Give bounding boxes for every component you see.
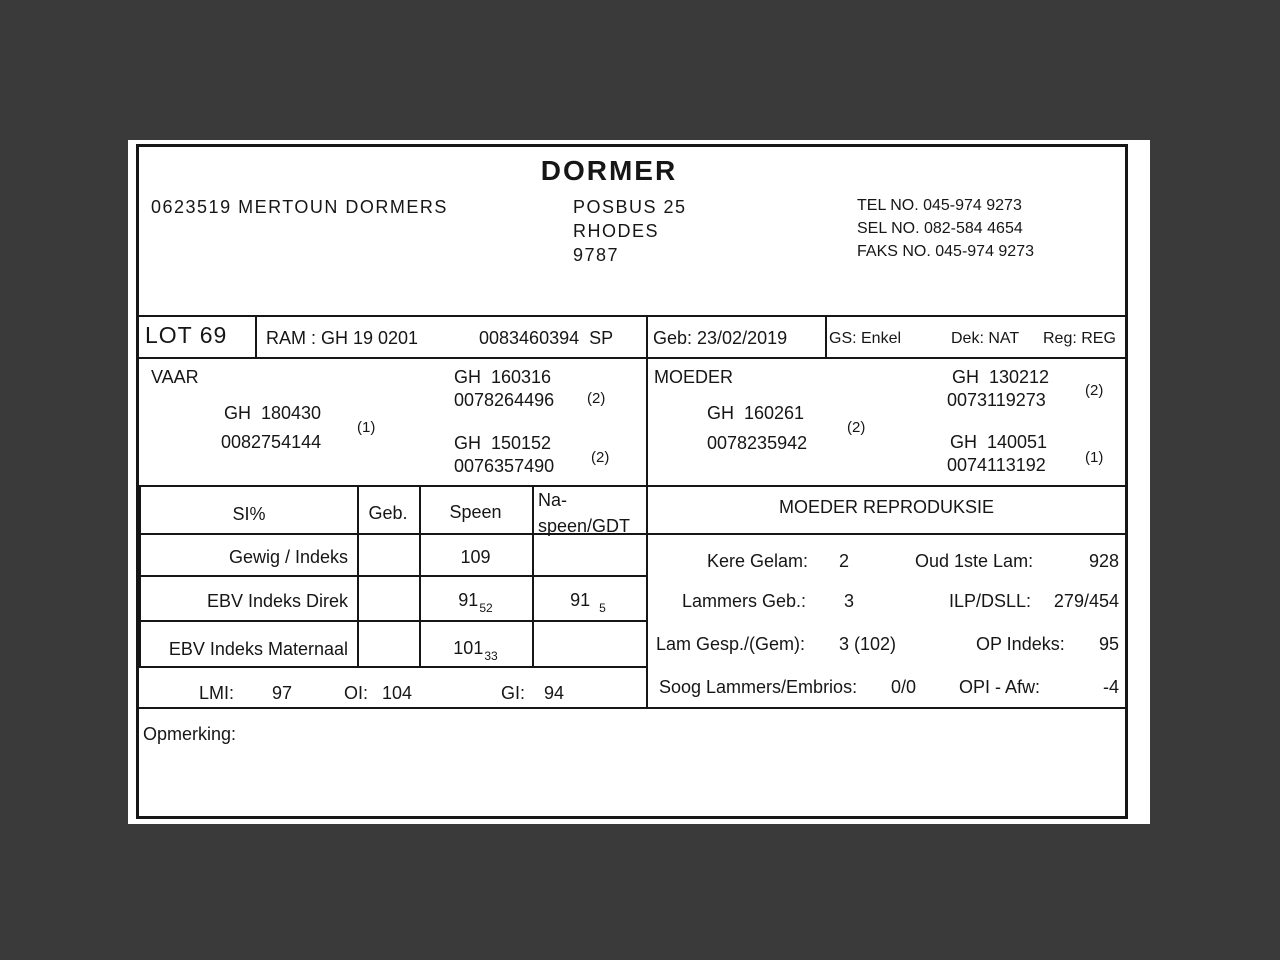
- card-frame: [136, 144, 1128, 819]
- registration-status: Reg: REG: [1043, 330, 1116, 347]
- value: 91: [570, 590, 591, 610]
- table-header-naspeen-line2: speen/GDT: [538, 516, 631, 536]
- breed-title: DORMER: [540, 155, 678, 186]
- kere-gelam-value: 2: [839, 551, 850, 571]
- sire-sire-id: GH 160316: [454, 367, 552, 387]
- op-indeks-label: OP Indeks:: [976, 634, 1065, 654]
- tel-number: TEL NO. 045-974 9273: [857, 197, 1022, 214]
- dam-dam-reg: 0074113192: [947, 455, 1046, 475]
- oud-1ste-lam-value: 928: [1088, 551, 1119, 571]
- divider-lot-col-2: [825, 315, 827, 359]
- kere-gelam-label: Kere Gelam:: [707, 551, 809, 571]
- ebv-maternaal-speen-value: [419, 638, 532, 664]
- cell-number: SEL NO. 082-584 4654: [857, 220, 1023, 237]
- dam-sire-note: (2): [1085, 382, 1104, 399]
- oi-value: 104: [382, 683, 413, 703]
- reproduction-title: MOEDER REPRODUKSIE: [778, 497, 995, 517]
- dam-id: GH 160261: [707, 403, 805, 423]
- accuracy-subscript: 33: [484, 649, 498, 663]
- sire-heading: VAAR: [151, 367, 199, 387]
- divider-lot-bottom: [139, 357, 1125, 359]
- dam-reg: 0078235942: [707, 433, 808, 453]
- table-header-geb: Geb.: [368, 503, 408, 523]
- address-line-2: RHODES: [573, 221, 660, 241]
- lmi-value: 97: [272, 683, 293, 703]
- accuracy-subscript: 52: [479, 601, 493, 615]
- remarks-label: Opmerking:: [143, 724, 237, 744]
- value: 101: [453, 638, 484, 658]
- divider-lot-top: [139, 315, 1125, 317]
- soog-lammers-label: Soog Lammers/Embrios:: [659, 677, 858, 697]
- sire-reg: 0082754144: [221, 432, 322, 452]
- sire-dam-note: (2): [591, 449, 610, 466]
- dam-sire-id: GH 130212: [952, 367, 1050, 387]
- dam-sire-reg: 0073119273: [947, 390, 1046, 410]
- table-header-si: SI%: [232, 504, 266, 524]
- soog-lammers-value: 0/0: [891, 677, 917, 697]
- sire-note: (1): [357, 419, 376, 436]
- lmi-label: LMI:: [199, 683, 235, 703]
- dam-dam-id: GH 140051: [950, 432, 1048, 452]
- divider-remarks-top: [139, 707, 1125, 709]
- fax-number: FAKS NO. 045-974 9273: [857, 243, 1034, 260]
- gewig-speen-value: 109: [460, 547, 491, 567]
- divider-lot-col-1: [255, 315, 257, 359]
- ram-registration: 0083460394 SP: [479, 328, 614, 348]
- opi-afw-label: OPI - Afw:: [959, 677, 1041, 697]
- lammers-geb-value: 3: [844, 591, 855, 611]
- dam-dam-note: (1): [1085, 449, 1104, 466]
- address-line-3: 9787: [573, 245, 620, 265]
- sire-sire-note: (2): [587, 390, 606, 407]
- sire-id: GH 180430: [224, 403, 322, 423]
- ebv-direk-speen-value: [419, 590, 532, 616]
- opi-afw-value: -4: [1102, 677, 1119, 697]
- table-row-label-ebv-maternaal: EBV Indeks Maternaal: [168, 639, 348, 659]
- lot-number: LOT 69: [145, 322, 228, 348]
- lammers-geb-label: Lammers Geb.:: [682, 591, 807, 611]
- table-row-label-ebv-direk: EBV Indeks Direk: [206, 591, 348, 611]
- sire-dam-reg: 0076357490: [454, 456, 555, 476]
- ram-identity: RAM : GH 19 0201: [266, 328, 419, 348]
- dam-note: (2): [847, 419, 866, 436]
- birth-date: Geb: 23/02/2019: [653, 328, 788, 348]
- birth-status: GS: Enkel: [829, 330, 902, 347]
- catalog-card: [128, 140, 1150, 824]
- op-indeks-value: 95: [1098, 634, 1119, 654]
- table-row-label-gewig: Gewig / Indeks: [228, 547, 348, 567]
- oi-label: OI:: [344, 683, 369, 703]
- accuracy-subscript: 5: [599, 601, 606, 615]
- lam-gesp-value: 3 (102): [839, 634, 897, 654]
- breeder-id-name: 0623519 MERTOUN DORMERS: [151, 197, 448, 217]
- lam-gesp-label: Lam Gesp./(Gem):: [656, 634, 806, 654]
- mating-type: Dek: NAT: [951, 330, 1020, 347]
- ilp-dsll-label: ILP/DSLL:: [949, 591, 1032, 611]
- ebv-direk-naspeen-value: [532, 590, 644, 616]
- address-line-1: POSBUS 25: [573, 197, 687, 217]
- gi-label: GI:: [501, 683, 526, 703]
- oud-1ste-lam-label: Oud 1ste Lam:: [915, 551, 1034, 571]
- ilp-dsll-value: 279/454: [1053, 591, 1119, 611]
- sire-sire-reg: 0078264496: [454, 390, 555, 410]
- table-header-naspeen-line1: Na-: [538, 490, 568, 510]
- table-column-line-3: [532, 485, 534, 668]
- dam-heading: MOEDER: [654, 367, 734, 387]
- gi-value: 94: [544, 683, 565, 703]
- sire-dam-id: GH 150152: [454, 433, 552, 453]
- value: 91: [458, 590, 479, 610]
- table-header-speen: Speen: [449, 502, 502, 522]
